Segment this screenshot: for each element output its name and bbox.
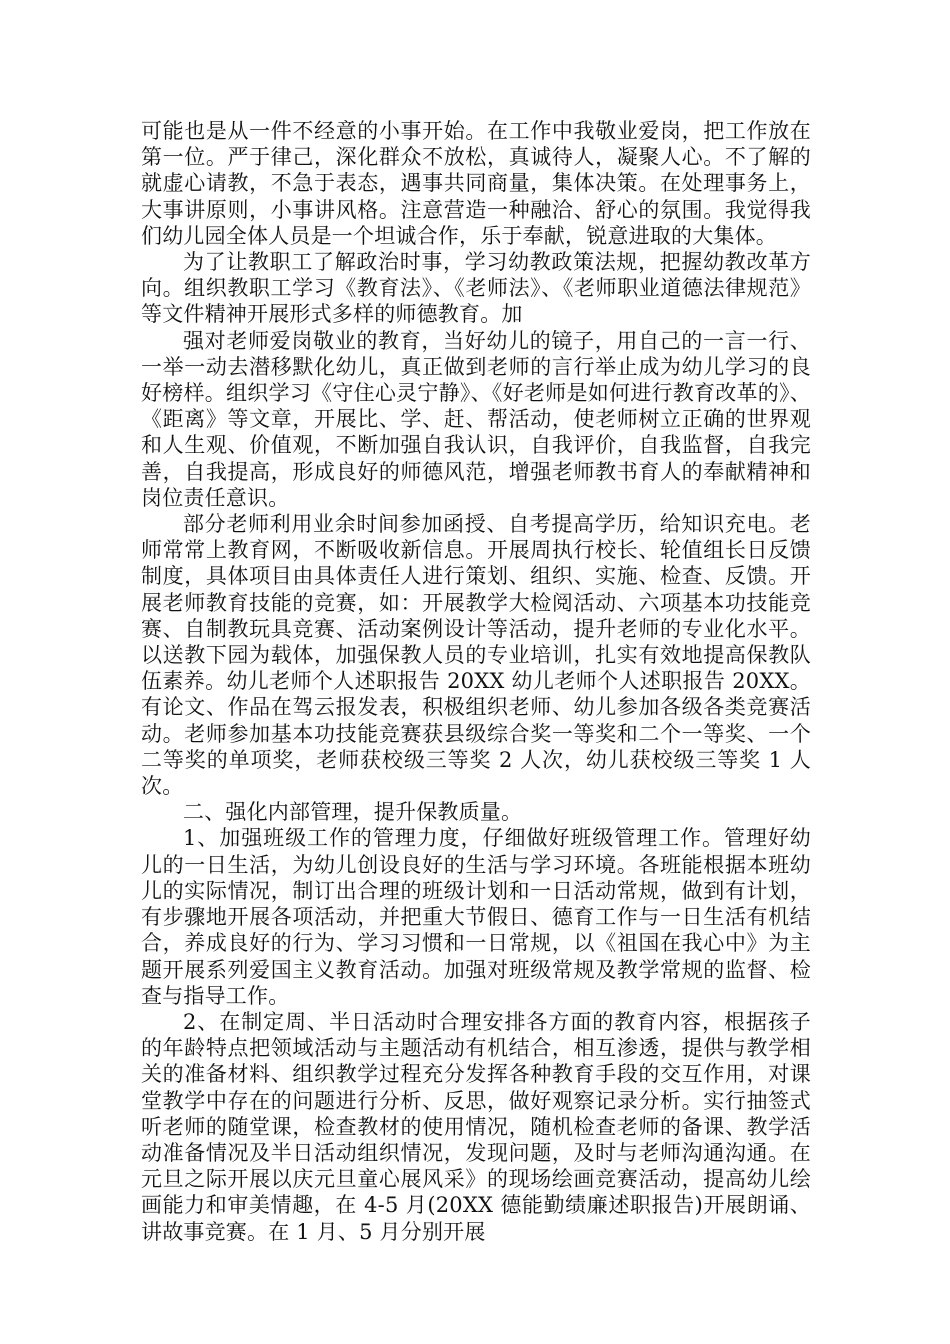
paragraph: 1、加强班级工作的管理力度，仔细做好班级管理工作。管理好幼儿的一日生活，为幼儿创设良好的生活与学习环境。各班能根据本班幼儿的实际情况，制订出合理的班级计划和一日活动常规，做到有计划，有步骤地开展各项活动，并把重大节假日、德育工作与一日生活有机结合，养成良好的行为、学习习惯和一日常规，以《祖国在我心中》为主题开展系列爱国主义教育活动。加强对班级常规及教学常规的监督、检查与指导工作。 bbox=[141, 826, 811, 1008]
document-body bbox=[141, 118, 811, 1245]
paragraph: 2、在制定周、半日活动时合理安排各方面的教育内容，根据孩子的年龄特点把领域活动与主题活动有机结合，相互渗透，提供与教学相关的准备材料、组织教学过程充分发挥各种教育手段的交互作用，对课堂教学中存在的问题进行分析、反思，做好观察记录分析。实行抽签式听老师的随堂课，检查教材的使用情况，随机检查老师的备课、教学活动准备情况及半日活动组织情况，发现问题，及时与老师沟通沟通。在元旦之际开展以庆元旦童心展风采》的现场绘画竞赛活动，提高幼儿绘画能力和审美情趣，在 4-5 月(20XX 德能勤绩廉述职报告)开展朗诵、讲故事竞赛。在 1 月、5 月分别开展 bbox=[141, 1009, 811, 1244]
paragraph: 强对老师爱岗敬业的教育，当好幼儿的镜子，用自己的一言一行、一举一动去潜移默化幼儿，真正做到老师的言行举止成为幼儿学习的良好榜样。组织学习《守住心灵宁静》、《好老师是如何进行教育改革的》、《距离》等文章，开展比、学、赶、帮活动，使老师树立正确的世界观和人生观、价值观，不断加强自我认识，自我评价，自我监督，自我完善，自我提高，形成良好的师德风范，增强老师教书育人的奉献精神和岗位责任意识。 bbox=[141, 328, 811, 510]
paragraph: 部分老师利用业余时间参加函授、自考提高学历，给知识充电。老师常常上教育网，不断吸收新信息。开展周执行校长、轮值组长日反馈制度，具体项目由具体责任人进行策划、组织、实施、检查、反馈。开展老师教育技能的竞赛，如：开展教学大检阅活动、六项基本功技能竞赛、自制教玩具竞赛、活动案例设计等活动，提升老师的专业化水平。以送教下园为载体，加强保教人员的专业培训，扎实有效地提高保教队伍素养。幼儿老师个人述职报告 20XX 幼儿老师个人述职报告 20XX。有论文、作品在驾云报发表，积极组织老师、幼儿参加各级各类竞赛活动。老师参加基本功技能竞赛获县级综合奖一等奖和二个一等奖、一个二等奖的单项奖，老师获校级三等奖 2 人次，幼儿获校级三等奖 1 人次。 bbox=[141, 512, 811, 799]
paragraph: 可能也是从一件不经意的小事开始。在工作中我敬业爱岗，把工作放在第一位。严于律己，深化群众不放松，真诚待人，凝聚人心。不了解的就虚心请教，不急于表态，遇事共同商量，集体决策。在处理事务上，大事讲原则，小事讲风格。注意营造一种融洽、舒心的氛围。我觉得我们幼儿园全体人员是一个坦诚合作，乐于奉献，锐意进取的大集体。 bbox=[141, 119, 811, 248]
paragraph: 为了让教职工了解政治时事，学习幼教政策法规，把握幼教改革方向。组织教职工学习《教育法》、《老师法》、《老师职业道德法律规范》等文件精神开展形式多样的师德教育。加 bbox=[141, 250, 811, 327]
section-heading: 二、强化内部管理，提升保教质量。 bbox=[183, 800, 523, 825]
